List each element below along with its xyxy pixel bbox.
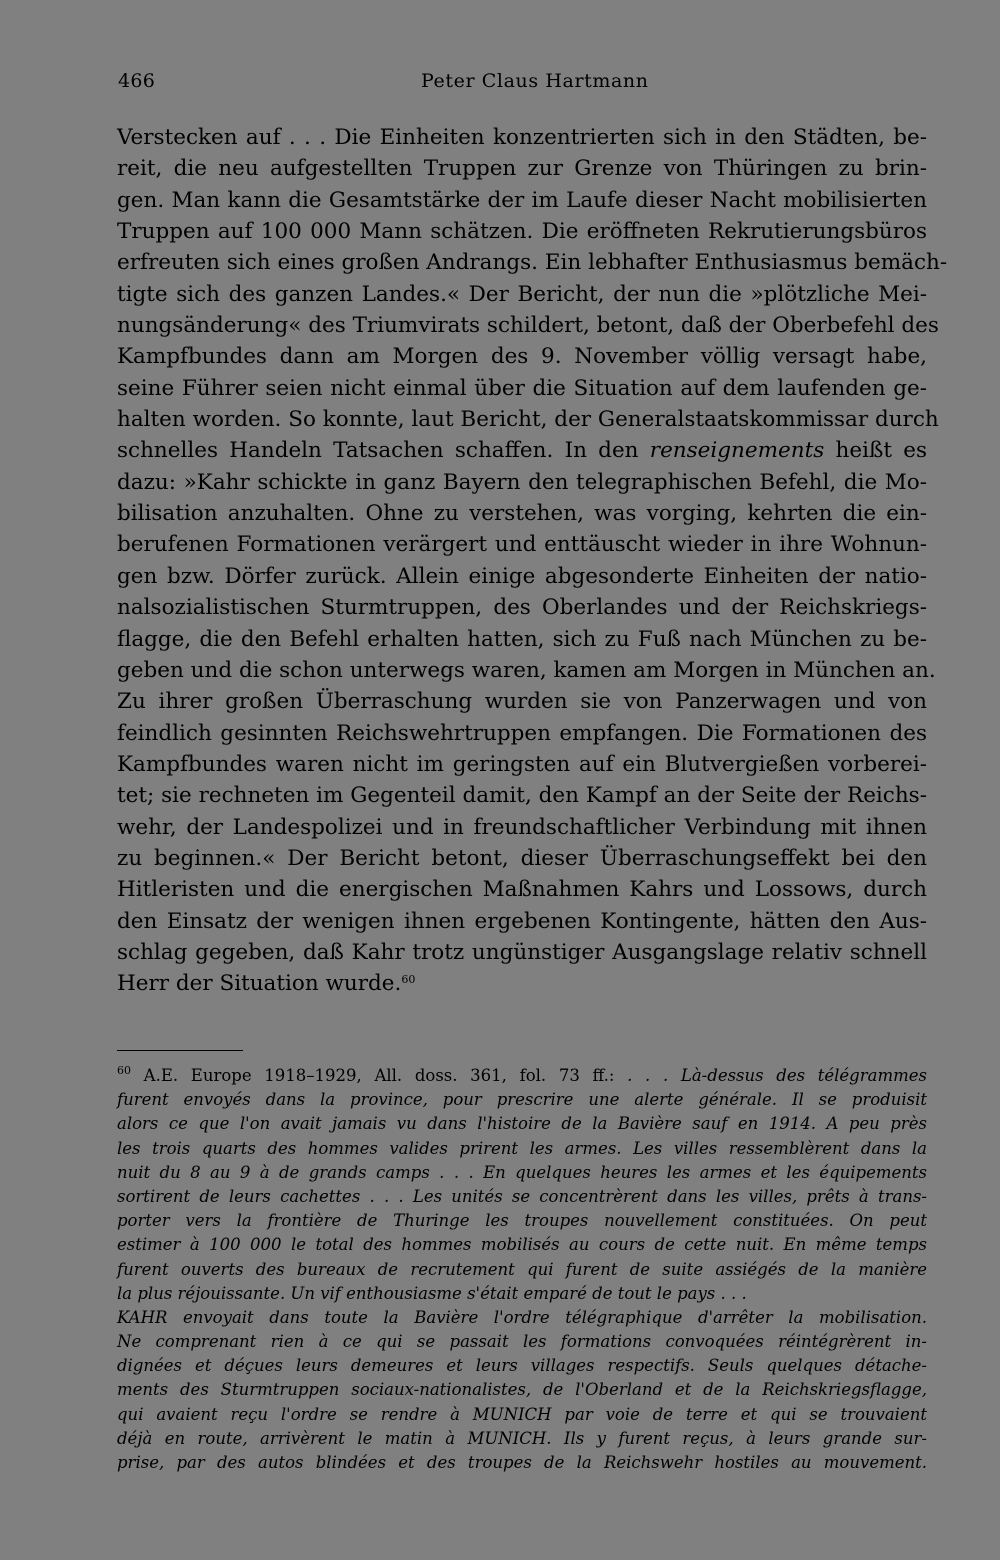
body-line: flagge, die den Befehl erhalten hatten, sich zu Fuß nach München zu be- [117,626,927,652]
body-line-segment: Herr der Situation wurde. [117,971,402,997]
body-line: nungsänderung« des Triumvirats schildert, betont, daß der Oberbefehl des [117,313,939,339]
body-line: Truppen auf 100 000 Mann schätzen. Die eröffneten Rekrutierungsbüros [117,219,927,245]
body-line: berufenen Formationen verärgert und enttäuscht wieder in ihre Wohnun- [117,532,927,558]
footnote-line: porter vers la frontière de Thuringe les troupes nouvellement constituées. On peut [117,1211,927,1231]
footnote-number: 60 [117,1064,131,1077]
footnote-line: sortirent de leurs cachettes . . . Les unités se concentrèrent dans les villes, prêts à trans- [117,1186,927,1206]
footnote-60 [117,1064,927,1475]
footnote-line [117,1064,927,1088]
footnote-line: les trois quarts des hommes valides prirent les armes. Les villes ressemblèrent dans la [117,1138,927,1158]
footnote-line: alors ce que l'on avait jamais vu dans l'histoire de la Bavière sauf en 1914. A peu près [117,1114,927,1134]
body-line [117,968,927,999]
footnote-reference[interactable]: 60 [401,973,416,987]
body-line: Kampfbundes waren nicht im geringsten auf ein Blutvergießen vorberei- [117,751,927,777]
footnote-line: estimer à 100 000 le total des hommes mobilisés au cours de cette nuit. En même temps [117,1235,927,1255]
running-head: Peter Claus Hartmann [421,70,649,92]
footnote-line: la plus réjouissante. Un vif enthousiasme s'était emparé de tout le pays . . . [117,1283,747,1303]
body-line-segment: heißt es [824,438,927,464]
body-line: feindlich gesinnten Reichswehrtruppen empfangen. Die Formationen des [117,720,927,746]
footnote-line: ments des Sturmtruppen sociaux-nationalistes, de l'Oberland et de la Reichskriegsflagge, [117,1380,927,1400]
italic-term: renseignements [649,438,825,464]
body-line: Kampfbundes dann am Morgen des 9. November völlig versagt habe, [117,344,927,370]
body-text [117,122,948,1000]
body-line: Hitleristen und die energischen Maßnahmen Kahrs und Lossows, durch [117,877,927,903]
body-line: dazu: »Kahr schickte in ganz Bayern den telegraphischen Befehl, die Mo- [117,469,927,495]
body-line: gen bzw. Dörfer zurück. Allein einige abgesonderte Einheiten der natio- [117,563,927,589]
page-number: 466 [118,70,156,92]
body-line: gen. Man kann die Gesamtstärke der im Laufe dieser Nacht mobilisierten [117,187,927,213]
body-line: tigte sich des ganzen Landes.« Der Bericht, der nun die »plötzliche Mei- [117,281,927,307]
body-line: reit, die neu aufgestellten Truppen zur Grenze von Thüringen zu brin- [117,156,927,182]
body-line: nalsozialistischen Sturmtruppen, des Oberlandes und der Reichskriegs- [117,595,927,621]
body-line: halten worden. So konnte, laut Bericht, der Generalstaatskommissar durch [117,407,939,433]
footnote-citation: A.E. Europe 1918–1929, All. doss. 361, fol. 73 ff.: [131,1066,628,1085]
footnote-quote-start: . . . Là-dessus des télégrammes [627,1066,927,1085]
body-line: erfreuten sich eines großen Andrangs. Ein lebhafter Enthusiasmus bemäch- [117,250,948,276]
body-line: geben und die schon unterwegs waren, kamen am Morgen in München an. [117,657,936,683]
footnote-line: KAHR envoyait dans toute la Bavière l'ordre télégraphique d'arrêter la mobilisation. [117,1307,927,1327]
body-line: den Einsatz der wenigen ihnen ergebenen Kontingente, hätten den Aus- [117,908,927,934]
footnote-line: furent ouverts des bureaux de recrutement qui furent de suite assiégés de la manière [117,1259,927,1279]
body-line-segment: schnelles Handeln Tatsachen schaffen. In den [117,438,650,464]
body-line: tet; sie rechneten im Gegenteil damit, den Kampf an der Seite der Reichs- [117,783,927,809]
footnote-line: déjà en route, arrivèrent le matin à MUNICH. Ils y furent reçus, à leurs grande sur- [117,1428,927,1448]
body-line: seine Führer seien nicht einmal über die Situation auf dem laufenden ge- [117,375,927,401]
footnote-line: furent envoyés dans la province, pour prescrire une alerte générale. Il se produisit [117,1090,927,1110]
footnote-line: nuit du 8 au 9 à de grands camps . . . En quelques heures les armes et les équipements [117,1162,927,1182]
footnote-line: dignées et déçues leurs demeures et leurs villages respectifs. Seuls quelques détache- [117,1356,927,1376]
body-line: Verstecken auf . . . Die Einheiten konzentrierten sich in den Städten, be- [117,125,927,150]
footnote-line: Ne comprenant rien à ce qui se passait les formations convoquées réintégrèrent in- [117,1332,927,1352]
footnote-line: qui avaient reçu l'ordre se rendre à MUNICH par voie de terre et qui se trouvaient [117,1404,927,1424]
body-line [117,435,927,466]
body-line: wehr, der Landespolizei und in freundschaftlicher Verbindung mit ihnen [117,814,927,840]
body-line: Zu ihrer großen Überraschung wurden sie von Panzerwagen und von [117,689,927,715]
footnote-line: prise, par des autos blindées et des troupes de la Reichswehr hostiles au mouvement. [117,1453,927,1472]
footnote-separator [117,1050,243,1051]
body-line: bilisation anzuhalten. Ohne zu verstehen, was vorging, kehrten die ein- [117,501,927,527]
body-line: zu beginnen.« Der Bericht betont, dieser Überraschungseffekt bei den [117,845,927,871]
body-line: schlag gegeben, daß Kahr trotz ungünstiger Ausgangslage relativ schnell [117,939,927,965]
